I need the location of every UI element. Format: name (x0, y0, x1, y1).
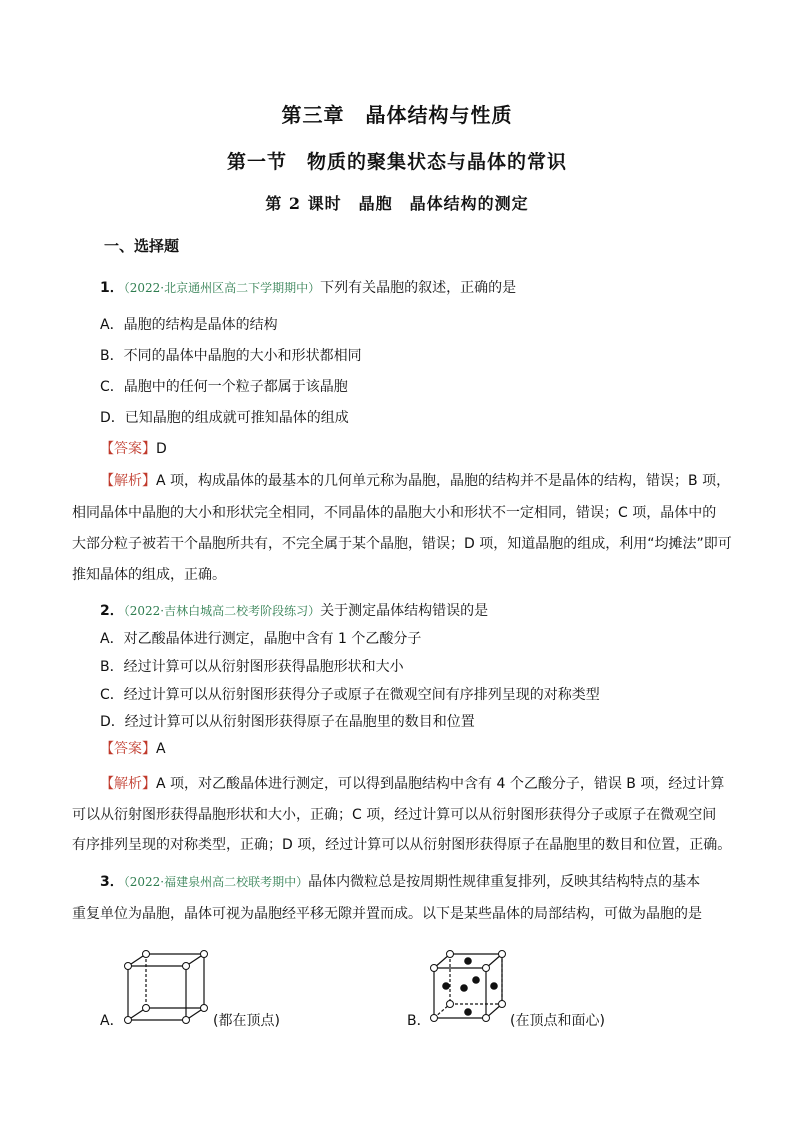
answer-value: D (156, 441, 167, 457)
question-source: （2022·福建泉州高二校联考期中） (123, 875, 309, 889)
question-source: （2022·北京通州区高二下学期期中） (123, 281, 321, 295)
analysis-line: 可以从衍射图形获得晶胞形状和大小，正确；C 项，经过计算可以从衍射图形获得分子或原子在微观空间 (72, 807, 717, 823)
section-title: 第一节 物质的聚集状态与晶体的常识 (226, 151, 567, 173)
question-number: 2． (100, 603, 124, 619)
option-d: D．经过计算可以从衍射图形获得原子在晶胞里的数目和位置 (100, 714, 475, 730)
option-b: B．经过计算可以从衍射图形获得晶胞形状和大小 (100, 659, 404, 675)
option-b-caption: (在顶点和面心) (510, 1013, 605, 1029)
cubic-cell-vertices-figure (118, 946, 214, 1026)
option-d: D．已知晶胞的组成就可推知晶体的组成 (100, 410, 349, 426)
question-text: 关于测定晶体结构错误的是 (320, 603, 489, 619)
option-a-caption: (都在顶点) (213, 1013, 280, 1029)
cubic-cell-face-centered-figure (424, 946, 514, 1026)
chapter-title: 第三章 晶体结构与性质 (281, 103, 513, 127)
question-1-stem (100, 277, 516, 297)
analysis-line: 【解析】A 项，对乙酸晶体进行测定，可以得到晶胞结构中含有 4 个乙酸分子，错误 B 项，经过计算 (100, 776, 725, 792)
analysis-line: 大部分粒子被若干个晶胞所共有，不完全属于某个晶胞，错误；D 项，知道晶胞的组成，利用“均摊法”即可 (72, 536, 732, 552)
analysis-label: 【解析】 (100, 473, 156, 489)
lesson-title: 第 2 课时 晶胞 晶体结构的测定 (265, 194, 529, 213)
option-b: B．不同的晶体中晶胞的大小和形状都相同 (100, 348, 362, 364)
question-2-stem (100, 600, 488, 620)
answer-line (100, 438, 167, 458)
analysis-label: 【解析】 (100, 776, 156, 792)
analysis-line: 有序排列呈现的对称类型，正确；D 项，经过计算可以从衍射图形获得原子在晶胞里的数目和位置，正确。 (72, 837, 732, 853)
question-text: 下列有关晶胞的叙述，正确的是 (320, 280, 517, 296)
question-3-stem (100, 871, 700, 891)
analysis-line: 相同晶体中晶胞的大小和形状完全相同，不同晶体的晶胞大小和形状不一定相同，错误；C 项，晶体中的 (72, 505, 717, 521)
analysis-line: 【解析】A 项，构成晶体的最基本的几何单元称为晶胞，晶胞的结构并不是晶体的结构，错误；B 项， (100, 473, 731, 489)
question-text: 晶体内微粒总是按周期性规律重复排列，反映其结构特点的基本 (308, 874, 701, 890)
option-a: A．晶胞的结构是晶体的结构 (100, 317, 278, 333)
option-a-label: A． (100, 1013, 124, 1029)
analysis-line: 推知晶体的组成，正确。 (72, 567, 226, 583)
answer-value: A (156, 741, 166, 757)
option-b-label: B． (407, 1013, 431, 1029)
option-a: A．对乙酸晶体进行测定，晶胞中含有 1 个乙酸分子 (100, 631, 422, 647)
question-number: 1． (100, 280, 124, 296)
option-c: C．晶胞中的任何一个粒子都属于该晶胞 (100, 379, 348, 395)
option-c: C．经过计算可以从衍射图形获得分子或原子在微观空间有序排列呈现的对称类型 (100, 687, 600, 703)
answer-line (100, 738, 166, 758)
part-heading: 一、选择题 (104, 237, 180, 255)
question-number: 3． (100, 874, 124, 890)
answer-label: 【答案】 (100, 441, 156, 457)
question-source: （2022·吉林白城高二校考阶段练习） (123, 604, 321, 618)
question-text: 重复单位为晶胞，晶体可视为晶胞经平移无隙并置而成。以下是某些晶体的局部结构，可做为晶胞的是 (72, 906, 702, 922)
answer-label: 【答案】 (100, 741, 156, 757)
